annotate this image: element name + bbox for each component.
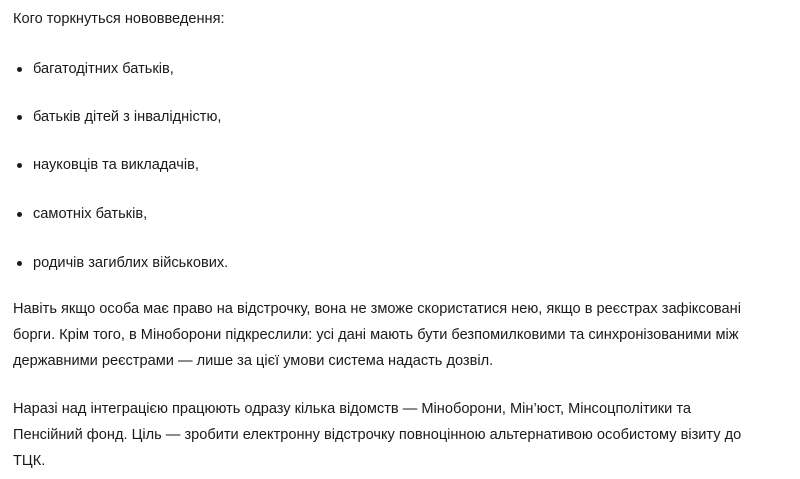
list-item-text: науковців та викладачів,: [33, 157, 199, 173]
list-item-text: родичів загиблих військових.: [33, 255, 229, 271]
intro-text: Кого торкнуться нововведення:: [13, 11, 225, 27]
paragraph-line: Пенсійний фонд. Ціль — зробити електронну відстрочку повноцінною альтернативою особистому візиту до: [13, 427, 742, 443]
paragraph-line: ТЦК.: [13, 453, 46, 469]
paragraph-line: державними реєстрами — лише за цієї умови система надасть дозвіл.: [13, 353, 494, 369]
bullet-icon: [17, 67, 22, 72]
bullet-icon: [17, 163, 22, 168]
paragraph-debts-condition: [13, 296, 793, 374]
paragraph-integration: [13, 396, 793, 474]
bullet-icon: [17, 212, 22, 217]
paragraph-line: Наразі над інтеграцією працюють одразу кілька відомств — Міноборони, Мін’юст, Мінсоцполітики та: [13, 401, 692, 417]
list-item-text: самотніх батьків,: [33, 206, 148, 222]
paragraph-line: борги. Крім того, в Міноборони підкреслили: усі дані мають бути безпомилковими та синхронізованими між: [13, 327, 739, 343]
bullet-icon: [17, 261, 22, 266]
list-item-text: батьків дітей з інвалідністю,: [33, 109, 222, 125]
paragraph-line: Навіть якщо особа має право на відстрочку, вона не зможе скористатися нею, якщо в реєстрах зафіксовані: [13, 301, 741, 317]
list-item-text: багатодітних батьків,: [33, 61, 174, 77]
bullet-icon: [17, 115, 22, 120]
